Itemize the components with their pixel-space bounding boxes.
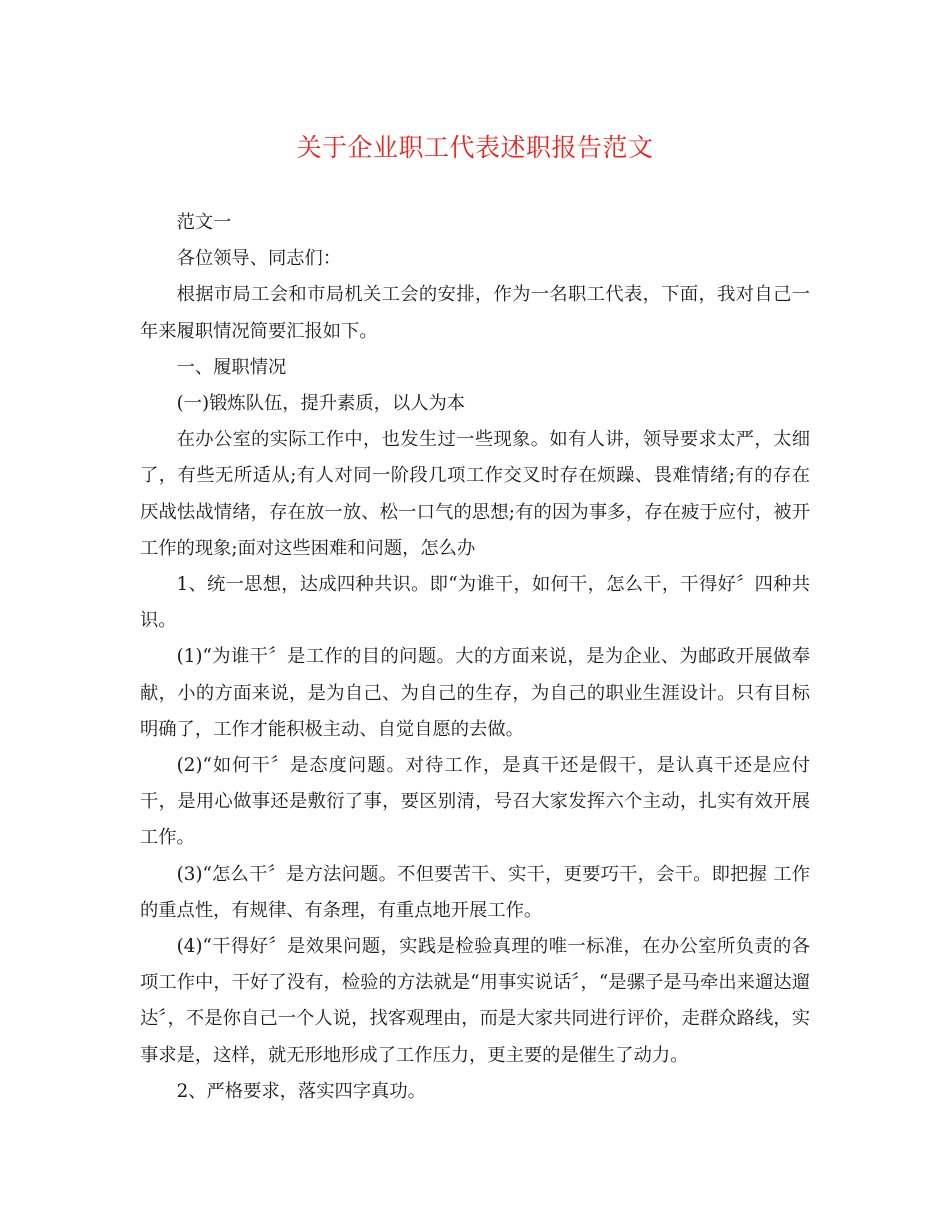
document-body [140, 205, 810, 1110]
document-title: 关于企业职工代表述职报告范文 [296, 133, 654, 162]
paragraph-item-1: (1)“为谁干〞是工作的目的问题。大的方面来说，是为企业、为邮政开展做奉献，小的方面来说，是为自己、为自己的生存，为自己的职业生涯设计。只有目标明确了，工作才能积极主动、自觉自愿的去做。 [140, 646, 810, 740]
section-heading-duty-status: 一、履职情况 [176, 356, 287, 378]
paragraph-salutation: 各位领导、同志们： [176, 248, 342, 270]
paragraph-consensus: 1、统一思想，达成四种共识。即“为谁干，如何干，怎么干，干得好〞四种共识。 [140, 574, 810, 632]
paragraph-item-4: (4)“干得好〞是效果问题，实践是检验真理的唯一标准，在办公室所负责的各项工作中，干好了没有，检验的方法就是“用事实说话〞，“是骡子是马牵出来遛达遛达〞，不是你自己一个人说，找客观理由，而是大家共同进行评价，走群众路线，实事求是，这样，就无形地形成了工作压力，更主要的是催生了动力。 [140, 936, 810, 1066]
subsection-heading-team: (一)锻炼队伍，提升素质，以人为本 [176, 393, 466, 415]
paragraph-intro: 根据市局工会和市局机关工会的安排，作为一名职工代表，下面，我对自己一年来履职情况简要汇报如下。 [140, 284, 810, 342]
paragraph-strict-requirements: 2、严格要求，落实四字真功。 [176, 1080, 426, 1102]
paragraph-office-issues: 在办公室的实际工作中，也发生过一些现象。如有人讲，领导要求太严，太细了，有些无所适从;有人对同一阶段几项工作交叉时存在烦躁、畏难情绪;有的存在厌战怯战情绪，存在放一放、松一口气的思想;有的因为事多，存在疲于应付，被开工作的现象;面对这些困难和问题，怎么办 [140, 429, 810, 559]
paragraph-sample-label: 范文一 [176, 212, 232, 233]
paragraph-item-3: (3)“怎么干〞是方法问题。不但要苦干、实干，更要巧干，会干。即把握 工作的重点性，有规律、有条理，有重点地开展工作。 [140, 863, 810, 921]
paragraph-item-2: (2)“如何干〞是态度问题。对待工作，是真干还是假干，是认真干还是应付干，是用心做事还是敷衍了事，要区别清，号召大家发挥六个主动，扎实有效开展工作。 [140, 755, 810, 849]
